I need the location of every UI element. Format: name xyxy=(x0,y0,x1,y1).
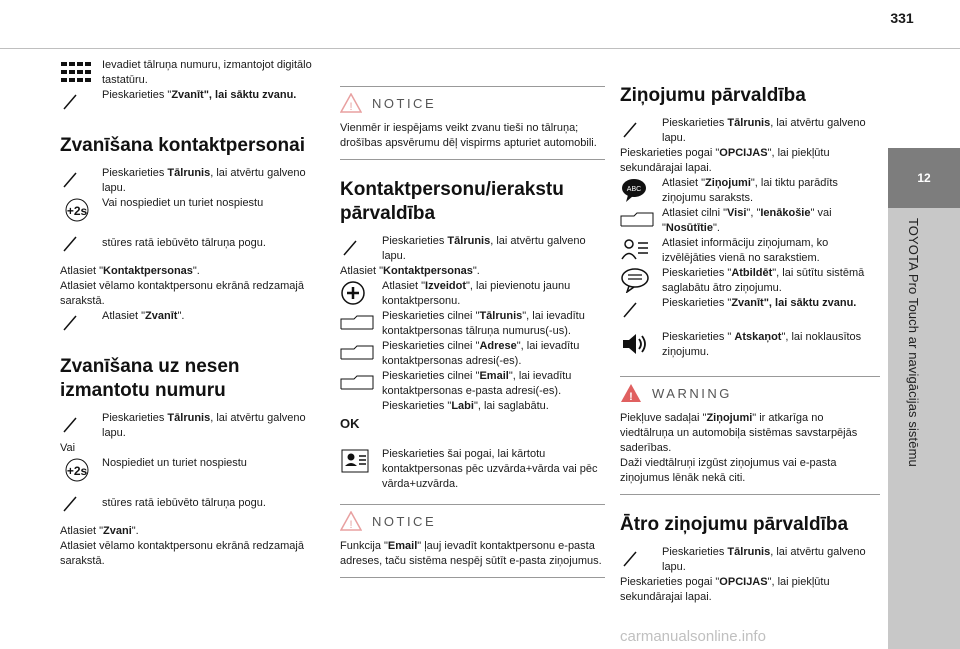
pen-icon xyxy=(60,415,80,435)
contacts-step-5: Atlasiet vēlamo kontaktpersonu ekrānā redzamajā sarakstā. xyxy=(60,280,304,307)
contacts-step-6: Atlasiet "Zvanīt". xyxy=(102,310,185,322)
tab-icon xyxy=(340,315,374,331)
svg-text:+2s: +2s xyxy=(66,204,88,218)
manage-step-3: Atlasiet "Izveidot", lai pievienotu jaunu kontaktpersonu. xyxy=(382,280,571,307)
pen-icon xyxy=(60,494,80,514)
heading-contacts: Zvanīšana kontaktpersonai xyxy=(60,135,305,156)
recent-step-2: Nospiediet un turiet nospiestu xyxy=(102,457,247,469)
recent-step-1: Pieskarieties Tālrunis, lai atvērtu galveno lapu. xyxy=(102,412,306,439)
info-person-icon xyxy=(620,237,650,263)
pen-icon xyxy=(60,234,80,254)
contacts-step-4: Atlasiet "Kontaktpersonas". xyxy=(60,265,200,277)
notice-box-2 xyxy=(340,504,605,578)
manage-step-1: Pieskarieties Tālrunis, lai atvērtu galveno lapu. xyxy=(382,235,586,262)
pen-icon xyxy=(60,92,80,112)
keypad-icon xyxy=(60,61,94,83)
warning-box xyxy=(620,376,880,495)
column-1 xyxy=(60,58,320,569)
msg-step-2: Pieskarieties pogai "OPCIJAS", lai piekļūtu sekundārajai lapai. xyxy=(620,147,830,174)
svg-text:!: ! xyxy=(629,391,633,403)
quick-step-2: Pieskarieties pogai "OPCIJAS", lai piekļūtu sekundārajai lapai. xyxy=(620,576,830,603)
recent-step-4: Atlasiet "Zvani". xyxy=(60,525,139,537)
pen-icon xyxy=(620,549,640,569)
pen-icon xyxy=(60,313,80,333)
heading-manage: Kontaktpersonu/ierakstu pārvaldība xyxy=(340,179,564,224)
svg-text:!: ! xyxy=(349,519,353,531)
call-text: Pieskarieties "Zvanīt", lai sāktu zvanu. xyxy=(102,89,297,101)
manage-step-6: Pieskarieties cilnei "Email", lai ievadītu kontaktpersonas e-pasta adresi(-es). xyxy=(382,370,572,397)
keypad-text: Ievadiet tālruņa numuru, izmantojot digitālo tastatūru. xyxy=(102,59,312,86)
recent-step-5: Atlasiet vēlamo kontaktpersonu ekrānā redzamajā sarakstā. xyxy=(60,540,304,567)
chapter-title: TOYOTA Pro Touch ar navigācijas sistēmu xyxy=(906,218,921,467)
warning-triangle-icon xyxy=(620,383,642,403)
msg-step-8: Pieskarieties " Atskaņot", lai noklausītos ziņojumu. xyxy=(662,331,862,358)
manage-step-4: Pieskarieties cilnei "Tālrunis", lai ievadītu kontaktpersonas tālruņa numurus(-us). xyxy=(382,310,585,337)
reply-bubble-icon xyxy=(620,267,650,293)
add-circle-icon xyxy=(340,280,366,306)
manage-step-7: Pieskarieties "Labi", lai saglabātu. xyxy=(382,400,549,412)
speaker-icon xyxy=(620,331,650,357)
contacts-step-3: stūres ratā iebūvēto tālruņa pogu. xyxy=(102,237,266,249)
column-2 xyxy=(340,78,605,592)
quick-step-1: Pieskarieties Tālrunis, lai atvērtu galveno lapu. xyxy=(662,546,866,573)
pen-icon xyxy=(620,120,640,140)
page-number: 331 xyxy=(890,10,914,26)
manage-step-5: Pieskarieties cilnei "Adrese", lai ievadītu kontaktpersonas adresi(-es). xyxy=(382,340,580,367)
message-bubble-icon xyxy=(620,177,648,203)
msg-step-4: Atlasiet cilni "Visi", "Ienākošie" vai "Nosūtītie". xyxy=(662,207,832,234)
heading-messages: Ziņojumu pārvaldība xyxy=(620,85,806,106)
watermark: carmanualsonline.info xyxy=(620,628,766,645)
msg-step-6: Pieskarieties "Atbildēt", lai sūtītu sistēmā saglabātu ātro ziņojumu. xyxy=(662,267,865,294)
heading-quick-messages: Ātro ziņojumu pārvaldība xyxy=(620,514,849,535)
svg-text:ABC: ABC xyxy=(626,186,642,193)
svg-text:!: ! xyxy=(349,101,353,113)
manage-step-8: Pieskarieties šai pogai, lai kārtotu kontaktpersonas pēc uzvārda+vārda vai pēc vārda+uzvārda. xyxy=(382,448,598,490)
msg-step-1: Pieskarieties Tālrunis, lai atvērtu galveno lapu. xyxy=(662,117,866,144)
msg-step-5: Atlasiet informāciju ziņojumam, ko izvēlējāties vienā no sarakstiem. xyxy=(662,237,829,264)
column-3 xyxy=(620,70,880,605)
top-divider xyxy=(0,48,960,49)
manage-step-2: Atlasiet "Kontaktpersonas". xyxy=(340,265,480,277)
pen-icon xyxy=(620,300,640,320)
ok-icon: OK xyxy=(340,415,360,431)
contacts-step-2: Vai nospiediet un turiet nospiestu xyxy=(102,197,264,209)
notice-text: Funkcija "Email" ļauj ievadīt kontaktpersonu e-pasta adreses, taču sistēma nespēj sūtīt e-pasta ziņojumus. xyxy=(340,540,602,567)
two-finger-press-icon xyxy=(60,197,94,223)
notice-triangle-icon xyxy=(340,93,362,113)
notice-triangle-icon xyxy=(340,511,362,531)
warning-text-1: Piekļuve sadaļai "Ziņojumi" ir atkarīga no viedtālruņa un automobiļa sistēmas savstarpējās saderības. xyxy=(620,412,858,454)
tab-icon xyxy=(340,345,374,361)
notice-title: NOTICE xyxy=(372,95,437,111)
recent-or: Vai xyxy=(60,442,76,454)
notice-text: Vienmēr ir iespējams veikt zvanu tieši no tālruņa; drošības apsvērumu dēļ vispirms apturiet automobili. xyxy=(340,122,597,149)
tab-icon xyxy=(340,375,374,391)
contacts-step-1: Pieskarieties Tālrunis, lai atvērtu galveno lapu. xyxy=(102,167,306,194)
chapter-side-tab xyxy=(888,148,960,649)
sort-contacts-icon xyxy=(340,448,370,474)
warning-title: WARNING xyxy=(652,385,732,401)
tab-icon xyxy=(620,212,654,228)
pen-icon xyxy=(340,238,360,258)
notice-box-1 xyxy=(340,86,605,160)
svg-text:+2s: +2s xyxy=(66,464,88,478)
msg-step-7: Pieskarieties "Zvanīt", lai sāktu zvanu. xyxy=(662,297,857,309)
chapter-number: 12 xyxy=(888,148,960,208)
notice-title: NOTICE xyxy=(372,513,437,529)
pen-icon xyxy=(60,170,80,190)
msg-step-3: Atlasiet "Ziņojumi", lai tiktu parādīts ziņojumu saraksts. xyxy=(662,177,838,204)
recent-step-3: stūres ratā iebūvēto tālruņa pogu. xyxy=(102,497,266,509)
heading-recent: Zvanīšana uz nesen izmantotu numuru xyxy=(60,356,240,401)
warning-text-2: Daži viedtālruņi izgūst ziņojumus vai e-pasta ziņojumus lēnāk nekā citi. xyxy=(620,457,837,484)
two-finger-press-icon xyxy=(60,457,94,483)
